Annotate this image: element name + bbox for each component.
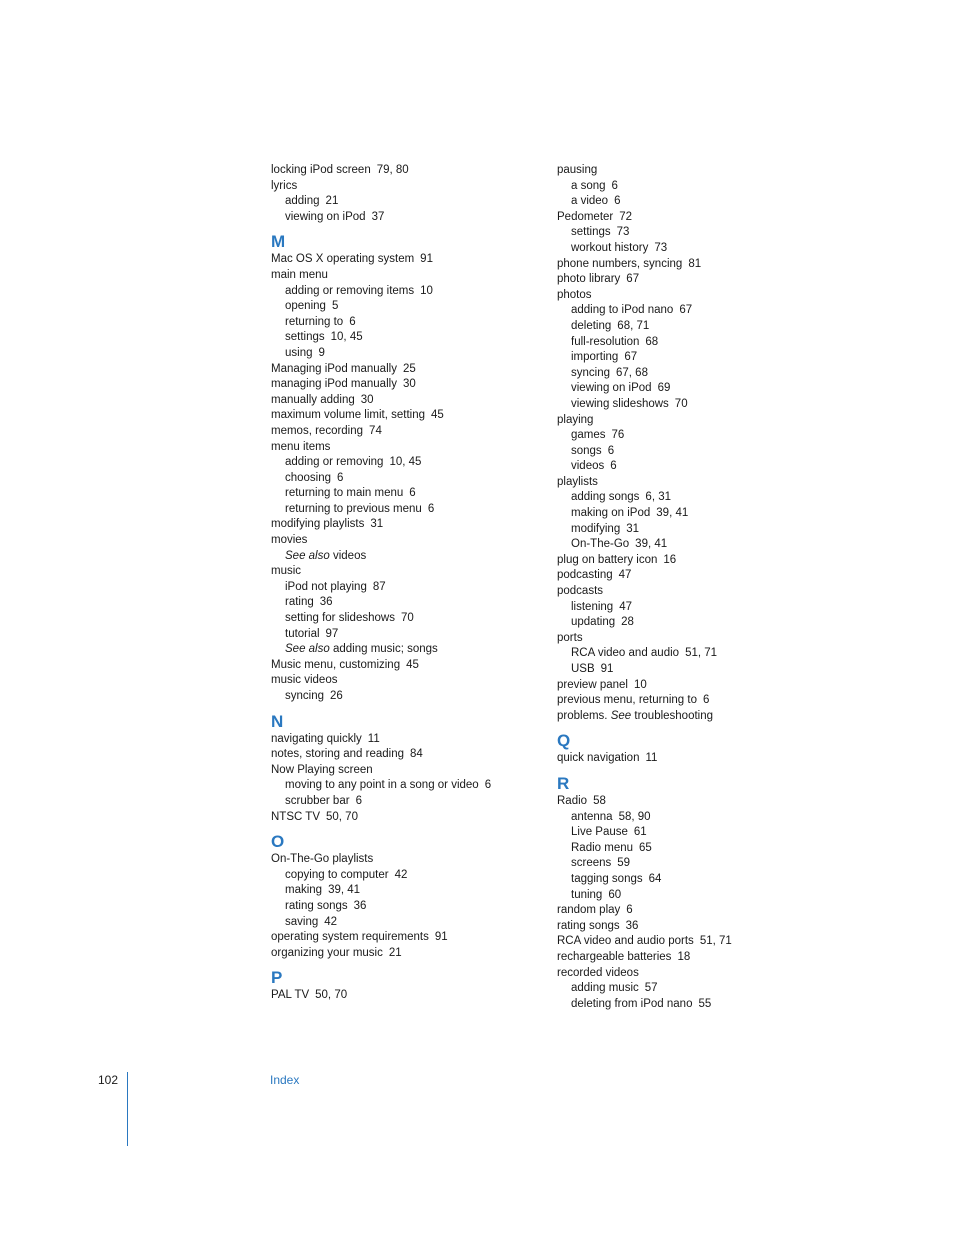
index-entry xyxy=(557,919,807,935)
index-term: Music menu, customizing xyxy=(271,658,401,671)
index-entry xyxy=(557,709,807,725)
page-reference: 6 xyxy=(614,195,621,208)
index-subentry xyxy=(557,537,807,553)
page-reference: 57 xyxy=(644,982,658,995)
index-term: PAL TV xyxy=(271,989,310,1002)
page-reference: 6 xyxy=(703,694,710,707)
index-term: menu items xyxy=(271,440,331,453)
page-reference: 9 xyxy=(318,346,325,359)
page-reference: 45 xyxy=(406,658,419,671)
index-subentry xyxy=(557,397,807,413)
index-subentry xyxy=(271,611,521,627)
index-term: music xyxy=(271,565,302,578)
page-reference: 21 xyxy=(325,195,339,208)
index-term: playing xyxy=(557,413,594,426)
index-entry xyxy=(271,810,521,826)
index-entry xyxy=(271,658,521,674)
index-subentry xyxy=(271,455,521,471)
index-term: songs xyxy=(571,444,602,457)
index-term: notes, storing and reading xyxy=(271,748,404,761)
index-term: antenna xyxy=(571,810,613,823)
page-reference: 31 xyxy=(626,522,640,535)
index-term: making xyxy=(285,884,323,897)
index-entry xyxy=(557,584,807,600)
index-term: problems. xyxy=(557,709,608,722)
index-term: returning to previous menu xyxy=(285,502,422,515)
index-subentry xyxy=(271,915,521,931)
page-reference: 39, 41 xyxy=(656,507,689,520)
page-reference: 68 xyxy=(645,335,659,348)
index-term: On-The-Go playlists xyxy=(271,853,374,866)
index-term: recorded videos xyxy=(557,966,639,979)
page-reference: 68, 71 xyxy=(617,319,650,332)
page-reference: 51, 71 xyxy=(699,935,732,948)
index-term: previous menu, returning to xyxy=(557,694,697,707)
index-entry xyxy=(557,950,807,966)
index-entry xyxy=(271,440,521,456)
index-entry xyxy=(271,732,521,748)
index-term: phone numbers, syncing xyxy=(557,257,683,270)
index-entry xyxy=(557,631,807,647)
index-subentry xyxy=(271,330,521,346)
index-term: operating system requirements xyxy=(271,931,429,944)
page-reference: 65 xyxy=(639,841,652,854)
page-reference: 67 xyxy=(626,273,640,286)
index-entry xyxy=(271,930,521,946)
index-entry xyxy=(271,517,521,533)
index-term: games xyxy=(571,429,606,442)
index-term: podcasts xyxy=(557,585,604,598)
page-reference: 5 xyxy=(331,300,339,313)
page-reference: 18 xyxy=(677,950,691,963)
page-reference: 21 xyxy=(388,946,402,959)
page-reference: 91 xyxy=(434,931,448,944)
page-reference: 6 xyxy=(484,779,492,792)
index-term: playlists xyxy=(557,475,598,488)
index-term: managing iPod manually xyxy=(271,378,397,391)
index-subentry xyxy=(271,549,521,565)
page-reference: 45 xyxy=(431,409,444,422)
page-reference: 91 xyxy=(420,253,433,266)
index-subentry xyxy=(557,490,807,506)
index-term: music videos xyxy=(271,674,338,687)
page-reference: 67, 68 xyxy=(616,366,648,379)
index-subentry xyxy=(557,335,807,351)
page-reference: 6, 31 xyxy=(645,491,671,504)
index-term: RCA video and audio xyxy=(571,647,680,660)
index-term: RCA video and audio ports xyxy=(557,935,694,948)
index-term: podcasting xyxy=(557,569,613,582)
page-reference: 6 xyxy=(607,444,615,457)
index-term: adding or removing xyxy=(285,456,384,469)
index-subentry xyxy=(271,689,521,705)
page-reference: 91 xyxy=(600,663,614,675)
page-reference: 30 xyxy=(402,378,416,391)
index-subentry xyxy=(271,595,521,611)
index-term: choosing xyxy=(285,471,332,484)
index-subentry xyxy=(271,868,521,884)
page-reference: 60 xyxy=(608,888,622,901)
index-term: quick navigation xyxy=(557,752,640,765)
index-entry xyxy=(271,533,521,549)
index-term: memos, recording xyxy=(271,424,364,437)
index-entry xyxy=(557,966,807,982)
index-term: adding or removing items xyxy=(285,284,415,297)
page-reference: 51, 71 xyxy=(685,647,718,660)
index-term: tagging songs xyxy=(571,872,643,885)
page-reference: 58 xyxy=(593,794,606,807)
index-subentry xyxy=(557,366,807,382)
index-term: rating xyxy=(285,596,314,609)
index-term: setting for slideshows xyxy=(285,612,395,625)
index-term: adding xyxy=(285,195,320,208)
index-term: using xyxy=(285,346,313,359)
index-term: rating songs xyxy=(285,899,348,912)
page-reference: 74 xyxy=(369,424,382,437)
page-reference: 47 xyxy=(618,569,632,582)
index-letter-heading: O xyxy=(271,832,285,852)
index-term: a song xyxy=(571,179,606,192)
page-reference: 42 xyxy=(324,915,338,928)
index-term: workout history xyxy=(571,241,649,254)
page-reference: 50, 70 xyxy=(326,810,358,823)
page-reference: 6 xyxy=(626,904,633,917)
index-subentry xyxy=(557,522,807,538)
page-reference: 10, 45 xyxy=(389,456,422,469)
index-subentry xyxy=(271,627,521,643)
page-reference: 97 xyxy=(325,627,339,640)
page-reference: 30 xyxy=(360,393,374,406)
page-reference: 69 xyxy=(657,382,671,395)
page-reference: 39, 41 xyxy=(635,538,668,551)
index-letter-heading: M xyxy=(271,232,286,252)
index-entry xyxy=(271,946,521,962)
index-term: maximum volume limit, setting xyxy=(271,409,426,422)
index-term: main menu xyxy=(271,268,328,281)
index-column-left xyxy=(271,163,521,1004)
index-subentry xyxy=(557,381,807,397)
index-entry xyxy=(557,257,807,273)
index-term: On-The-Go xyxy=(571,538,630,551)
index-subentry xyxy=(557,241,807,257)
page-reference: 10, 45 xyxy=(330,331,363,344)
index-subentry xyxy=(557,997,807,1013)
index-term: manually adding xyxy=(271,393,355,406)
index-entry xyxy=(557,272,807,288)
index-subentry xyxy=(557,646,807,662)
index-term: viewing on iPod xyxy=(285,210,366,223)
page-reference: 67 xyxy=(679,304,693,317)
index-term: opening xyxy=(285,300,326,313)
index-subentry xyxy=(557,810,807,826)
index-term: videos xyxy=(571,460,605,473)
index-subentry xyxy=(271,471,521,487)
page-reference: 58, 90 xyxy=(618,810,651,823)
index-subentry xyxy=(557,428,807,444)
page-reference: 36 xyxy=(625,919,639,932)
index-letter-heading: R xyxy=(557,773,570,793)
footer-divider xyxy=(127,1072,128,1146)
index-term: updating xyxy=(571,616,616,629)
index-subentry xyxy=(557,856,807,872)
index-entry xyxy=(271,988,521,1004)
index-term: tuning xyxy=(571,888,603,901)
page-reference: 70 xyxy=(400,612,414,625)
index-subentry xyxy=(271,486,521,502)
index-entry xyxy=(271,252,521,268)
index-term: deleting from iPod nano xyxy=(571,997,693,1010)
index-term: modifying xyxy=(571,522,621,535)
index-entry xyxy=(271,747,521,763)
page-reference: 37 xyxy=(371,210,385,223)
index-term: syncing xyxy=(285,690,324,702)
index-subentry xyxy=(557,225,807,241)
index-subentry xyxy=(557,872,807,888)
index-term: photos xyxy=(557,288,592,301)
index-term: deleting xyxy=(571,319,612,332)
index-term: viewing on iPod xyxy=(571,382,652,395)
index-term: tutorial xyxy=(285,627,320,640)
index-term: Live Pause xyxy=(571,826,628,839)
page-reference: 72 xyxy=(619,210,633,223)
index-term: ports xyxy=(557,631,583,644)
cross-reference-label: See also xyxy=(285,549,330,562)
index-entry xyxy=(271,377,521,393)
index-term: Managing iPod manually xyxy=(271,362,397,375)
page-reference: 6 xyxy=(355,794,362,807)
page-reference: 6 xyxy=(349,315,356,328)
index-term: adding music xyxy=(571,982,639,995)
index-subentry xyxy=(557,319,807,335)
index-term: plug on battery icon xyxy=(557,553,658,566)
page-reference: 6 xyxy=(409,487,416,500)
page-reference: 39, 41 xyxy=(328,884,361,897)
page-reference: 10 xyxy=(420,284,433,297)
index-subentry xyxy=(557,888,807,904)
index-entry xyxy=(271,408,521,424)
index-term: settings xyxy=(571,226,611,239)
index-subentry xyxy=(271,883,521,899)
page-reference: 42 xyxy=(394,868,408,881)
index-letter-heading: Q xyxy=(557,731,571,751)
page-reference: 73 xyxy=(654,241,668,254)
page-reference: 11 xyxy=(367,732,380,745)
index-term: listening xyxy=(571,600,614,613)
index-term: screens xyxy=(571,857,612,870)
page-reference: 11 xyxy=(645,752,658,765)
index-column-right xyxy=(557,163,807,1012)
page-reference: 73 xyxy=(616,226,630,239)
index-entry xyxy=(271,393,521,409)
index-term: settings xyxy=(285,331,325,344)
index-entry xyxy=(271,424,521,440)
index-entry xyxy=(557,163,807,179)
index-subentry xyxy=(271,778,521,794)
index-letter-heading: P xyxy=(271,968,283,988)
index-letter-heading: N xyxy=(271,711,284,731)
index-entry xyxy=(557,934,807,950)
index-term: adding music; songs xyxy=(332,643,438,656)
index-subentry xyxy=(557,825,807,841)
index-term: syncing xyxy=(571,366,610,379)
cross-reference-label: See also xyxy=(285,643,330,656)
index-entry xyxy=(557,693,807,709)
page-reference: 25 xyxy=(402,362,416,375)
index-entry xyxy=(271,564,521,580)
index-subentry xyxy=(557,662,807,678)
page-reference: 64 xyxy=(648,872,662,885)
page-reference: 36 xyxy=(353,899,367,912)
index-term: returning to main menu xyxy=(285,487,404,500)
index-subentry xyxy=(557,350,807,366)
page-reference: 47 xyxy=(619,600,632,613)
index-entry xyxy=(557,568,807,584)
index-term: movies xyxy=(271,534,308,547)
page-reference: 10 xyxy=(633,678,647,691)
index-subentry xyxy=(271,899,521,915)
page-reference: 59 xyxy=(617,857,631,870)
index-subentry xyxy=(557,841,807,857)
index-subentry xyxy=(271,194,521,210)
index-term: modifying playlists xyxy=(271,518,365,531)
index-term: organizing your music xyxy=(271,946,383,959)
index-subentry xyxy=(557,194,807,210)
page-reference: 16 xyxy=(663,553,677,566)
cross-reference-label: See xyxy=(610,709,632,722)
index-term: Now Playing screen xyxy=(271,763,373,776)
page-reference: 28 xyxy=(621,616,634,629)
index-entry xyxy=(557,751,807,767)
index-subentry xyxy=(271,346,521,362)
index-term: Radio menu xyxy=(571,841,634,854)
index-entry xyxy=(557,210,807,226)
index-term: videos xyxy=(332,549,367,562)
index-term: viewing slideshows xyxy=(571,397,669,410)
index-entry xyxy=(557,288,807,304)
index-term: scrubber bar xyxy=(285,794,350,807)
footer-section-title: Index xyxy=(270,1073,300,1087)
index-term: adding songs xyxy=(571,491,640,504)
index-entry xyxy=(271,763,521,779)
index-entry xyxy=(557,903,807,919)
index-subentry xyxy=(271,642,521,658)
index-entry xyxy=(271,179,521,195)
index-subentry xyxy=(271,794,521,810)
index-term: pausing xyxy=(557,164,598,176)
page-reference: 61 xyxy=(633,826,647,839)
page-reference: 6 xyxy=(337,471,344,484)
index-entry xyxy=(271,852,521,868)
index-entry xyxy=(557,553,807,569)
index-term: photo library xyxy=(557,273,621,286)
index-subentry xyxy=(557,459,807,475)
index-entry xyxy=(271,362,521,378)
index-term: copying to computer xyxy=(285,868,389,881)
index-term: moving to any point in a song or video xyxy=(285,779,479,792)
index-term: Pedometer xyxy=(557,210,614,223)
index-term: locking iPod screen xyxy=(271,164,371,176)
page-reference: 31 xyxy=(370,518,384,531)
index-subentry xyxy=(271,502,521,518)
index-subentry xyxy=(271,284,521,300)
index-subentry xyxy=(557,600,807,616)
page-reference: 36 xyxy=(319,596,333,609)
index-entry xyxy=(557,413,807,429)
index-term: importing xyxy=(571,351,619,364)
index-subentry xyxy=(557,506,807,522)
index-subentry xyxy=(557,444,807,460)
index-term: navigating quickly xyxy=(271,732,362,745)
index-term: returning to xyxy=(285,315,344,328)
index-term: preview panel xyxy=(557,678,628,691)
page-reference: 81 xyxy=(688,257,702,270)
index-term: random play xyxy=(557,904,621,917)
index-subentry xyxy=(557,303,807,319)
index-term: making on iPod xyxy=(571,507,651,520)
page-reference: 70 xyxy=(674,397,688,410)
index-entry xyxy=(557,794,807,810)
page-reference: 84 xyxy=(409,748,423,761)
index-term: saving xyxy=(285,915,319,928)
page-reference: 55 xyxy=(698,997,712,1010)
page-reference: 50, 70 xyxy=(315,989,348,1002)
page-reference: 87 xyxy=(372,580,386,593)
index-subentry xyxy=(271,210,521,226)
index-subentry xyxy=(271,580,521,596)
index-entry xyxy=(271,268,521,284)
index-term: rating songs xyxy=(557,919,620,932)
page-reference: 26 xyxy=(330,690,343,702)
page-reference: 6 xyxy=(610,460,617,473)
index-term: full-resolution xyxy=(571,335,640,348)
index-term: adding to iPod nano xyxy=(571,304,674,317)
cross-reference-target: troubleshooting xyxy=(634,709,714,722)
index-entry xyxy=(557,678,807,694)
index-term: lyrics xyxy=(271,179,298,192)
index-term: Radio xyxy=(557,794,588,807)
page-reference: 79, 80 xyxy=(376,164,409,176)
index-term: USB xyxy=(571,663,595,675)
index-subentry xyxy=(557,615,807,631)
index-term: a video xyxy=(571,195,609,208)
page-reference: 76 xyxy=(611,429,625,442)
index-term: NTSC TV xyxy=(271,810,320,823)
index-subentry xyxy=(557,981,807,997)
index-subentry xyxy=(271,315,521,331)
index-entry xyxy=(271,673,521,689)
index-term: iPod not playing xyxy=(285,580,367,593)
index-entry xyxy=(271,163,521,179)
page-reference: 6 xyxy=(427,502,435,515)
page-reference: 67 xyxy=(624,351,638,364)
page-reference: 6 xyxy=(611,179,618,192)
index-term: rechargeable batteries xyxy=(557,950,672,963)
page-number: 102 xyxy=(98,1073,119,1087)
index-subentry xyxy=(557,179,807,195)
index-subentry xyxy=(271,299,521,315)
index-term: Mac OS X operating system xyxy=(271,253,415,266)
index-entry xyxy=(557,475,807,491)
